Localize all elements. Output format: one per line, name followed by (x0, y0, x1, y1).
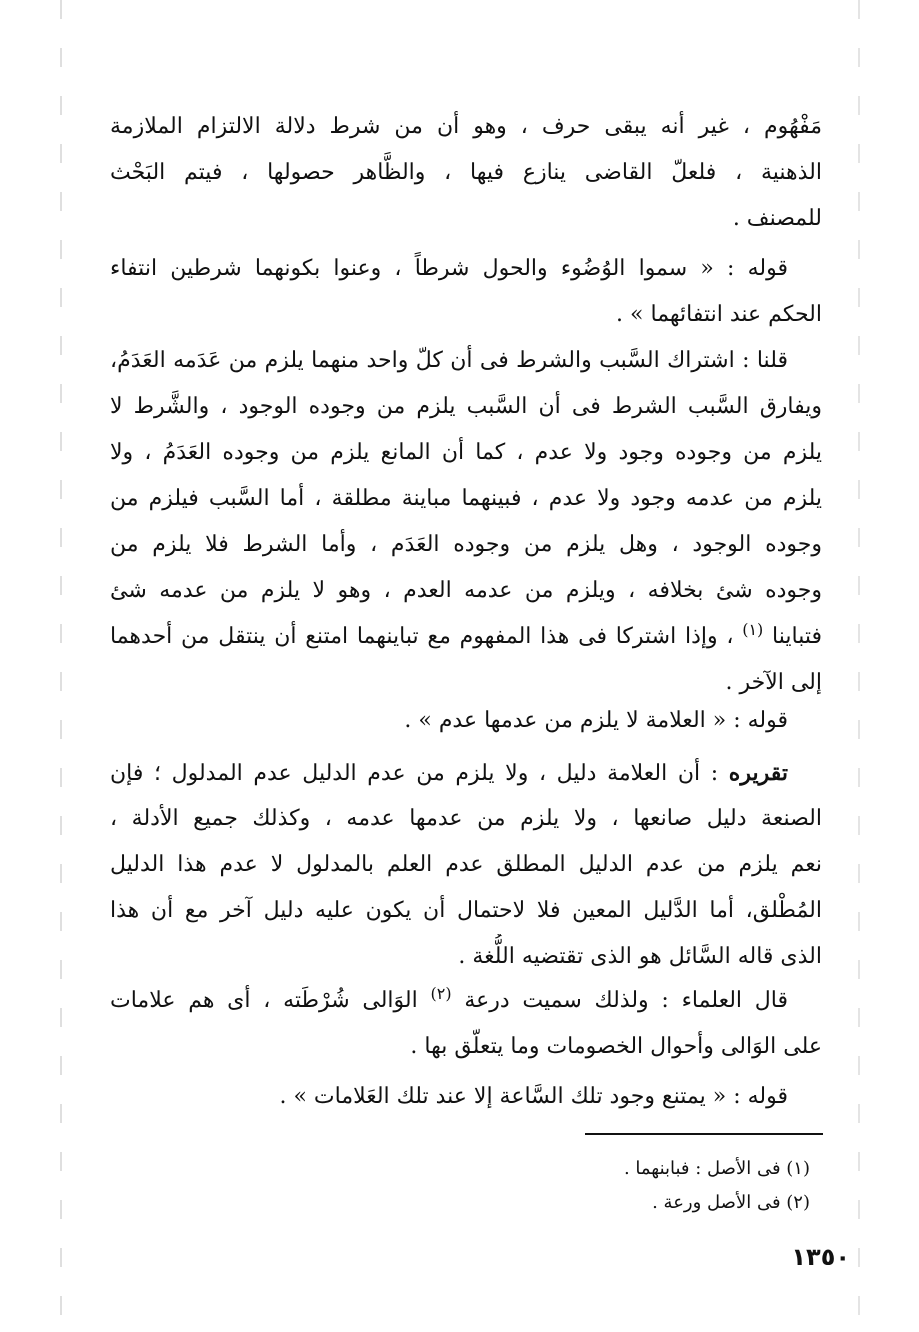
text-line: قلنا : اشتراك السَّبب والشرط فى أن كلّ واحد منهما يلزم من عَدَمه العَدَمُ، (110, 348, 788, 373)
text-line: الذهنية ، فلعلّ القاضى ينازع فيها ، والظَّاهر حصولها ، فيتم البَحْث (110, 160, 822, 185)
paragraph-5 (110, 750, 822, 980)
text-line: الذى قاله السَّائل هو الذى تقتضيه اللُّغة . (458, 944, 822, 969)
text-line: ويفارق السَّبب الشرط فى أن السَّبب يلزم من وجوده الوجود ، والشَّرط لا (110, 394, 822, 419)
text-line: مَفْهُوم ، غير أنه يبقى حرف ، وهو أن من شرط دلالة الالتزام الملازمة (110, 114, 822, 139)
paragraph-6 (110, 978, 822, 1070)
bold-lead: تقريره (728, 760, 788, 786)
text-line: وجوده شئ بخلافه ، ويلزم من عدمه العدم ، وهو لا يلزم من عدمه شئ (110, 578, 822, 603)
paragraph-4 (110, 698, 822, 744)
text-line: نعم يلزم من عدم الدليل المطلق عدم العلم بالمدلول لا عدم هذا الدليل (110, 852, 822, 877)
text-fragment: قال العلماء : ولذلك سميت درعة (464, 988, 788, 1013)
text-line: يلزم من وجوده وجود ولا عدم ، كما أن المانع يلزم من وجوده العَدَمُ ، ولا (110, 440, 822, 465)
text-fragment: ، وإذا اشتركا فى هذا المفهوم مع تباينهما امتنع أن ينتقل من أحدهما (110, 624, 734, 649)
paragraph-1 (110, 104, 822, 242)
footnote-ref-1: (١) (742, 620, 764, 639)
text-line: إلى الآخر . (725, 670, 822, 695)
text-fragment: الوَالى شُرْطَته ، أى هم علامات (110, 988, 418, 1013)
text-line: للمصنف . (732, 206, 822, 231)
scan-edge-left (60, 0, 62, 1332)
text-line: الحكم عند انتفائهما » . (616, 302, 822, 327)
text-fragment: : أن العلامة دليل ، ولا يلزم من عدم الدليل عدم المدلول ؛ فإن (110, 761, 719, 786)
text-line: قوله : « سموا الوُضُوء والحول شرطاً ، وعنوا بكونهما شرطين انتفاء (110, 256, 788, 281)
text-line-with-footnote (110, 978, 822, 1024)
scan-edge-right (858, 0, 860, 1332)
footnote-1: (١) فى الأصل : فبابنهما . (623, 1158, 810, 1179)
footnote-ref-2: (٢) (430, 984, 452, 1003)
text-line: الصنعة دليل صانعها ، ولا يلزم من عدمها عدمه ، وكذلك جميع الأدلة ، (110, 806, 822, 831)
text-line: قوله : « يمتنع وجود تلك السَّاعة إلا عند تلك العَلامات » . (279, 1084, 788, 1109)
paragraph-3 (110, 338, 822, 706)
paragraph-7 (110, 1074, 822, 1120)
text-fragment: فتباينا (772, 624, 822, 649)
text-line-with-lead (110, 750, 822, 796)
text-line: وجوده الوجود ، وهل يلزم من وجوده العَدَم ، وأما الشرط فلا يلزم من (110, 532, 822, 557)
paragraph-2 (110, 246, 822, 338)
footnote-divider (585, 1133, 823, 1135)
text-line: المُطْلق، أما الدَّليل المعين فلا لاحتمال أن يكون عليه دليل آخر مع أن هذا (110, 898, 822, 923)
text-line: يلزم من عدمه وجود ولا عدم ، فبينهما مباينة مطلقة ، أما السَّبب فيلزم من (110, 486, 822, 511)
text-line: قوله : « العلامة لا يلزم من عدمها عدم » . (404, 708, 788, 733)
text-line: على الوَالى وأحوال الخصومات وما يتعلّق بها . (410, 1034, 822, 1059)
footnote-2: (٢) فى الأصل ورعة . (652, 1192, 810, 1213)
page-number: ١٣٥٠ (791, 1243, 850, 1271)
footnotes (400, 1152, 820, 1220)
text-line-with-footnote (110, 614, 822, 660)
